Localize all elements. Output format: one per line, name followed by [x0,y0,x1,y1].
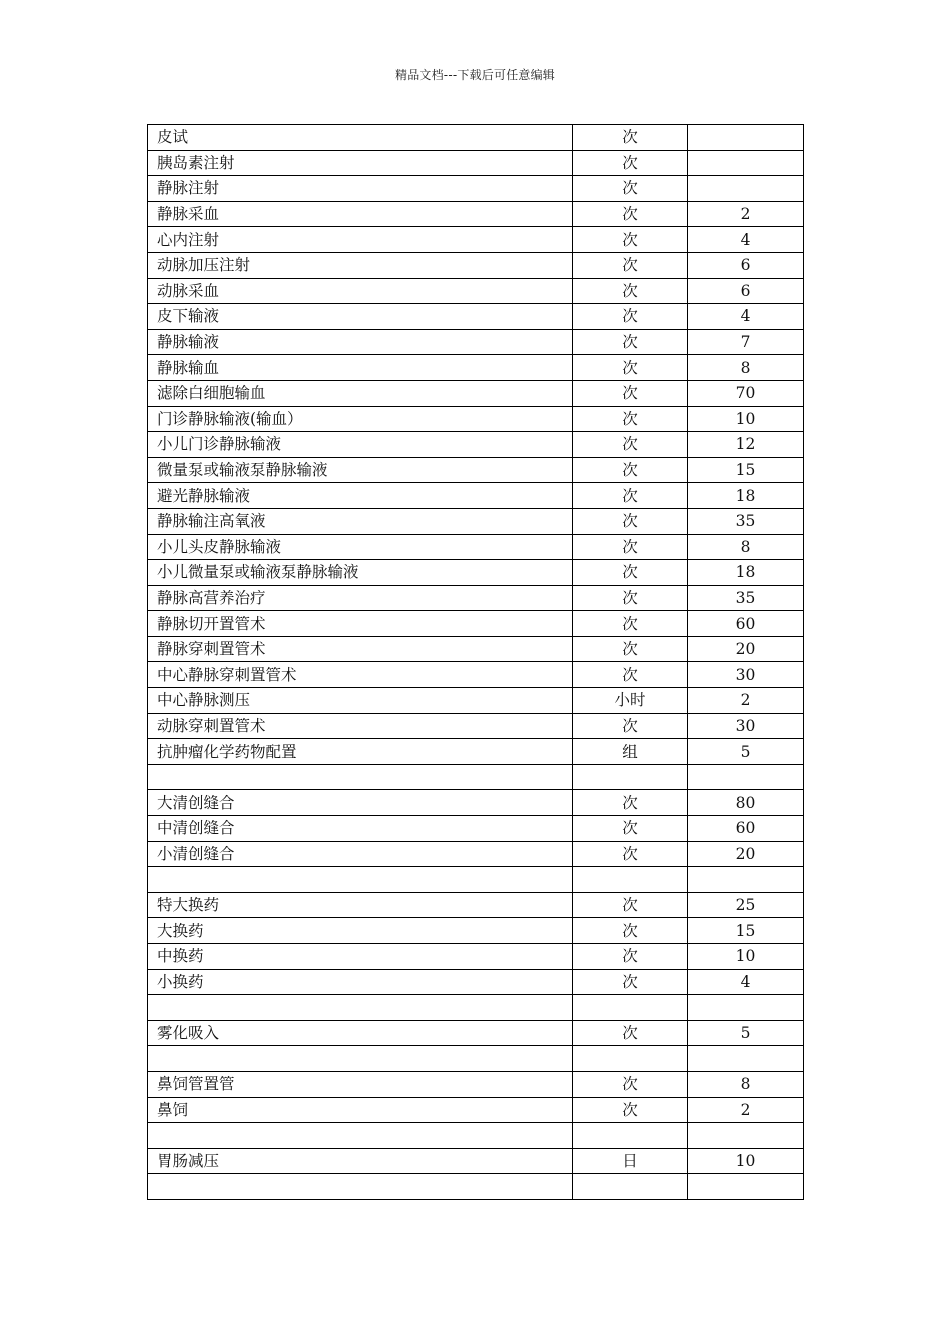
item-name-cell: 动脉加压注射 [148,252,573,278]
page-header: 精品文档---下载后可任意编辑 [395,68,555,82]
unit-cell: 次 [573,969,688,995]
price-cell: 15 [688,457,804,483]
table-row [148,1123,804,1149]
price-cell: 35 [688,585,804,611]
item-name-cell: 静脉输注高氧液 [148,508,573,534]
item-name-cell: 特大换药 [148,892,573,918]
table-row [148,432,804,458]
unit-cell: 次 [573,892,688,918]
price-cell: 5 [688,1020,804,1046]
unit-cell: 次 [573,560,688,586]
table-row [148,713,804,739]
unit-cell [573,1046,688,1072]
item-name-cell [148,1174,573,1200]
price-cell [688,1046,804,1072]
item-name-cell: 动脉穿刺置管术 [148,713,573,739]
table-row [148,662,804,688]
table-row [148,1071,804,1097]
unit-cell [573,995,688,1021]
table-row [148,125,804,151]
table-row [148,534,804,560]
table-row [148,1097,804,1123]
unit-cell: 次 [573,841,688,867]
item-name-cell [148,867,573,893]
unit-cell [573,867,688,893]
unit-cell: 次 [573,304,688,330]
item-name-cell [148,1123,573,1149]
table-row [148,892,804,918]
unit-cell [573,1123,688,1149]
table-row [148,585,804,611]
price-cell: 60 [688,611,804,637]
unit-cell: 次 [573,636,688,662]
price-cell: 4 [688,304,804,330]
table-row [148,406,804,432]
unit-cell: 次 [573,329,688,355]
table-row [148,867,804,893]
table-row [148,201,804,227]
unit-cell: 次 [573,585,688,611]
unit-cell: 次 [573,406,688,432]
item-name-cell: 静脉输液 [148,329,573,355]
item-name-cell: 心内注射 [148,227,573,253]
price-cell: 35 [688,508,804,534]
table-row [148,1174,804,1200]
price-cell: 2 [688,1097,804,1123]
unit-cell: 组 [573,739,688,765]
price-cell: 20 [688,841,804,867]
item-name-cell: 中换药 [148,944,573,970]
item-name-cell: 鼻饲管置管 [148,1071,573,1097]
price-cell: 4 [688,227,804,253]
price-cell: 6 [688,252,804,278]
item-name-cell [148,995,573,1021]
price-cell: 20 [688,636,804,662]
unit-cell: 次 [573,611,688,637]
price-cell: 12 [688,432,804,458]
item-name-cell: 小儿微量泵或输液泵静脉输液 [148,560,573,586]
item-name-cell: 鼻饲 [148,1097,573,1123]
table-row [148,816,804,842]
table-row [148,278,804,304]
price-cell: 4 [688,969,804,995]
unit-cell: 日 [573,1148,688,1174]
item-name-cell: 抗肿瘤化学药物配置 [148,739,573,765]
price-cell [688,150,804,176]
item-name-cell [148,1046,573,1072]
item-name-cell: 静脉注射 [148,176,573,202]
unit-cell: 次 [573,432,688,458]
fee-table-body [148,125,804,1200]
price-cell: 60 [688,816,804,842]
item-name-cell: 皮试 [148,125,573,151]
table-row [148,227,804,253]
price-cell: 70 [688,380,804,406]
table-row [148,560,804,586]
price-cell: 10 [688,944,804,970]
unit-cell: 次 [573,457,688,483]
unit-cell: 次 [573,1020,688,1046]
item-name-cell: 静脉采血 [148,201,573,227]
item-name-cell: 静脉切开置管术 [148,611,573,637]
item-name-cell: 小儿门诊静脉输液 [148,432,573,458]
unit-cell: 次 [573,278,688,304]
price-cell: 7 [688,329,804,355]
price-cell: 18 [688,560,804,586]
unit-cell: 次 [573,227,688,253]
price-cell: 80 [688,790,804,816]
table-row [148,252,804,278]
table-row [148,611,804,637]
item-name-cell: 雾化吸入 [148,1020,573,1046]
item-name-cell: 动脉采血 [148,278,573,304]
unit-cell: 次 [573,944,688,970]
table-row [148,764,804,790]
price-cell: 2 [688,201,804,227]
table-row [148,944,804,970]
table-row [148,508,804,534]
unit-cell: 次 [573,201,688,227]
item-name-cell [148,764,573,790]
item-name-cell: 小换药 [148,969,573,995]
item-name-cell: 大换药 [148,918,573,944]
price-cell: 2 [688,688,804,714]
table-row [148,739,804,765]
unit-cell: 次 [573,483,688,509]
item-name-cell: 胃肠减压 [148,1148,573,1174]
table-row [148,636,804,662]
table-row [148,483,804,509]
item-name-cell: 静脉输血 [148,355,573,381]
item-name-cell: 避光静脉输液 [148,483,573,509]
price-cell: 10 [688,1148,804,1174]
unit-cell: 次 [573,176,688,202]
item-name-cell: 中心静脉测压 [148,688,573,714]
unit-cell: 次 [573,816,688,842]
price-cell: 8 [688,1071,804,1097]
unit-cell: 次 [573,713,688,739]
price-cell [688,995,804,1021]
item-name-cell: 大清创缝合 [148,790,573,816]
table-row [148,790,804,816]
item-name-cell: 微量泵或输液泵静脉输液 [148,457,573,483]
price-cell: 5 [688,739,804,765]
unit-cell: 次 [573,252,688,278]
table-row [148,329,804,355]
item-name-cell: 滤除白细胞输血 [148,380,573,406]
table-row [148,995,804,1021]
table-row [148,841,804,867]
table-row [148,918,804,944]
unit-cell: 次 [573,662,688,688]
item-name-cell: 小清创缝合 [148,841,573,867]
table-row [148,150,804,176]
table-row [148,457,804,483]
price-cell [688,867,804,893]
price-cell: 30 [688,662,804,688]
item-name-cell: 胰岛素注射 [148,150,573,176]
item-name-cell: 小儿头皮静脉输液 [148,534,573,560]
unit-cell: 次 [573,1071,688,1097]
table-row [148,688,804,714]
price-cell: 30 [688,713,804,739]
unit-cell: 次 [573,380,688,406]
item-name-cell: 皮下输液 [148,304,573,330]
fee-table [147,124,804,1200]
unit-cell: 小时 [573,688,688,714]
price-cell [688,1174,804,1200]
price-cell: 25 [688,892,804,918]
table-row [148,1046,804,1072]
table-row [148,1148,804,1174]
unit-cell: 次 [573,534,688,560]
price-cell: 8 [688,355,804,381]
price-cell [688,125,804,151]
price-cell [688,176,804,202]
unit-cell: 次 [573,125,688,151]
table-row [148,176,804,202]
item-name-cell: 静脉穿刺置管术 [148,636,573,662]
unit-cell: 次 [573,508,688,534]
table-row [148,969,804,995]
item-name-cell: 中心静脉穿刺置管术 [148,662,573,688]
price-cell: 15 [688,918,804,944]
item-name-cell: 静脉高营养治疗 [148,585,573,611]
unit-cell: 次 [573,1097,688,1123]
item-name-cell: 门诊静脉输液(输血） [148,406,573,432]
table-row [148,304,804,330]
price-cell: 10 [688,406,804,432]
unit-cell: 次 [573,918,688,944]
unit-cell: 次 [573,150,688,176]
price-cell: 6 [688,278,804,304]
unit-cell [573,764,688,790]
unit-cell: 次 [573,790,688,816]
price-cell: 8 [688,534,804,560]
unit-cell [573,1174,688,1200]
table-row [148,1020,804,1046]
price-cell [688,1123,804,1149]
price-cell: 18 [688,483,804,509]
price-cell [688,764,804,790]
table-row [148,380,804,406]
item-name-cell: 中清创缝合 [148,816,573,842]
table-row [148,355,804,381]
unit-cell: 次 [573,355,688,381]
